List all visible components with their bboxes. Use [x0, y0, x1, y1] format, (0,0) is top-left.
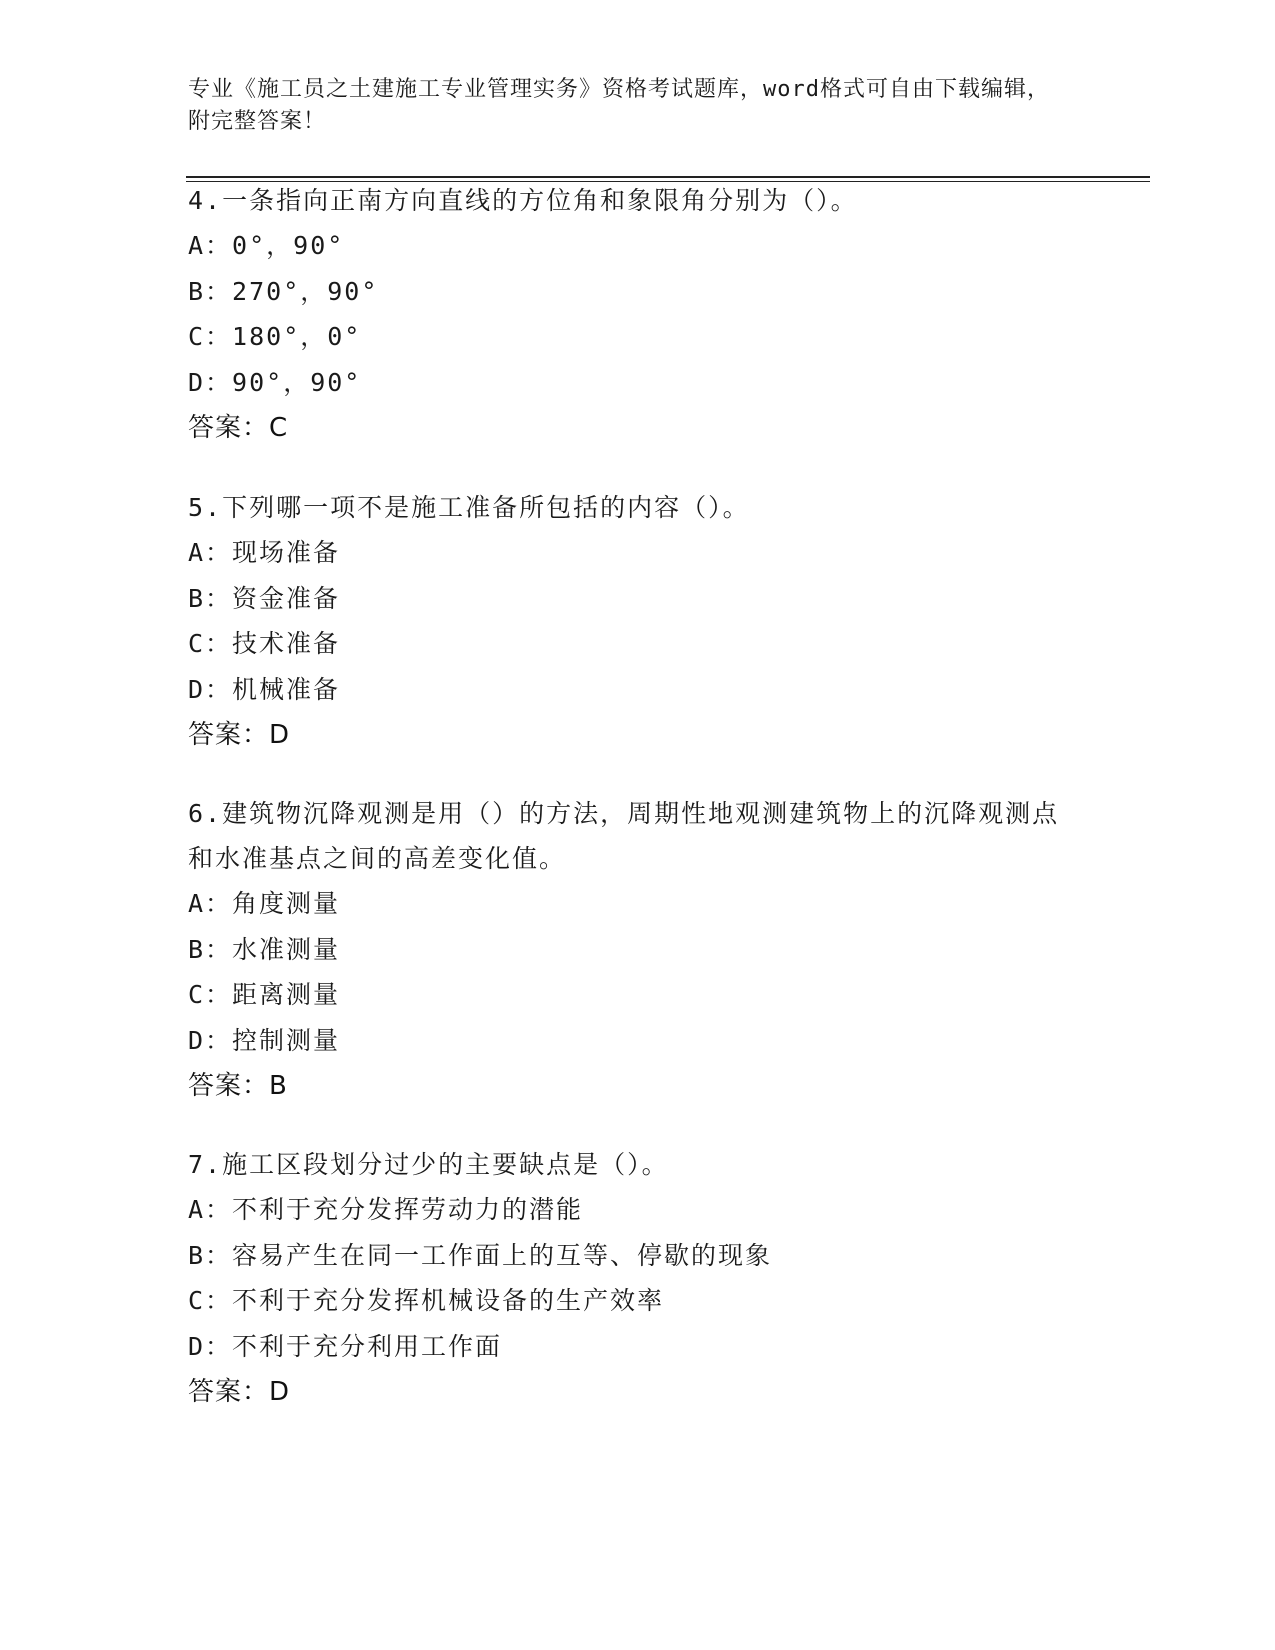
question-4 — [188, 178, 1088, 451]
option-c: C：距离测量 — [188, 980, 341, 1009]
document-header: 专业《施工员之土建施工专业管理实务》资格考试题库，word格式可自由下载编辑，附完整答案！ — [188, 77, 1050, 134]
question-stem: 6.建筑物沉降观测是用（）的方法，周期性地观测建筑物上的沉降观测点和水准基点之间的高差变化值。 — [188, 799, 1060, 873]
option-a: A：角度测量 — [188, 889, 341, 918]
option-d: D：90°，90° — [188, 367, 362, 397]
option-c: C：180°，0° — [188, 322, 362, 351]
answer: 答案：C — [188, 413, 289, 443]
option-c: C：技术准备 — [188, 629, 341, 658]
question-5 — [188, 485, 1088, 758]
question-stem: 4.一条指向正南方向直线的方位角和象限角分别为（）。 — [188, 186, 858, 215]
question-stem: 5.下列哪一项不是施工准备所包括的内容（）。 — [188, 493, 750, 522]
option-b: B：容易产生在同一工作面上的互等、停歇的现象 — [188, 1240, 773, 1270]
option-b: B：资金准备 — [188, 583, 341, 613]
option-c: C：不利于充分发挥机械设备的生产效率 — [188, 1286, 665, 1315]
option-d: D：不利于充分利用工作面 — [188, 1331, 503, 1361]
question-6 — [188, 791, 1088, 1109]
option-d: D：机械准备 — [188, 674, 341, 704]
option-a: A：0°，90° — [188, 231, 345, 260]
question-stem: 7.施工区段划分过少的主要缺点是（）。 — [188, 1150, 669, 1179]
answer: 答案：B — [188, 1071, 288, 1101]
answer: 答案：D — [188, 720, 291, 750]
option-a: A：不利于充分发挥劳动力的潜能 — [188, 1195, 584, 1224]
option-a: A：现场准备 — [188, 538, 341, 567]
option-d: D：控制测量 — [188, 1025, 341, 1055]
question-7 — [188, 1142, 1088, 1415]
option-b: B：270°，90° — [188, 276, 379, 306]
option-b: B：水准测量 — [188, 934, 341, 964]
answer: 答案：D — [188, 1377, 291, 1407]
